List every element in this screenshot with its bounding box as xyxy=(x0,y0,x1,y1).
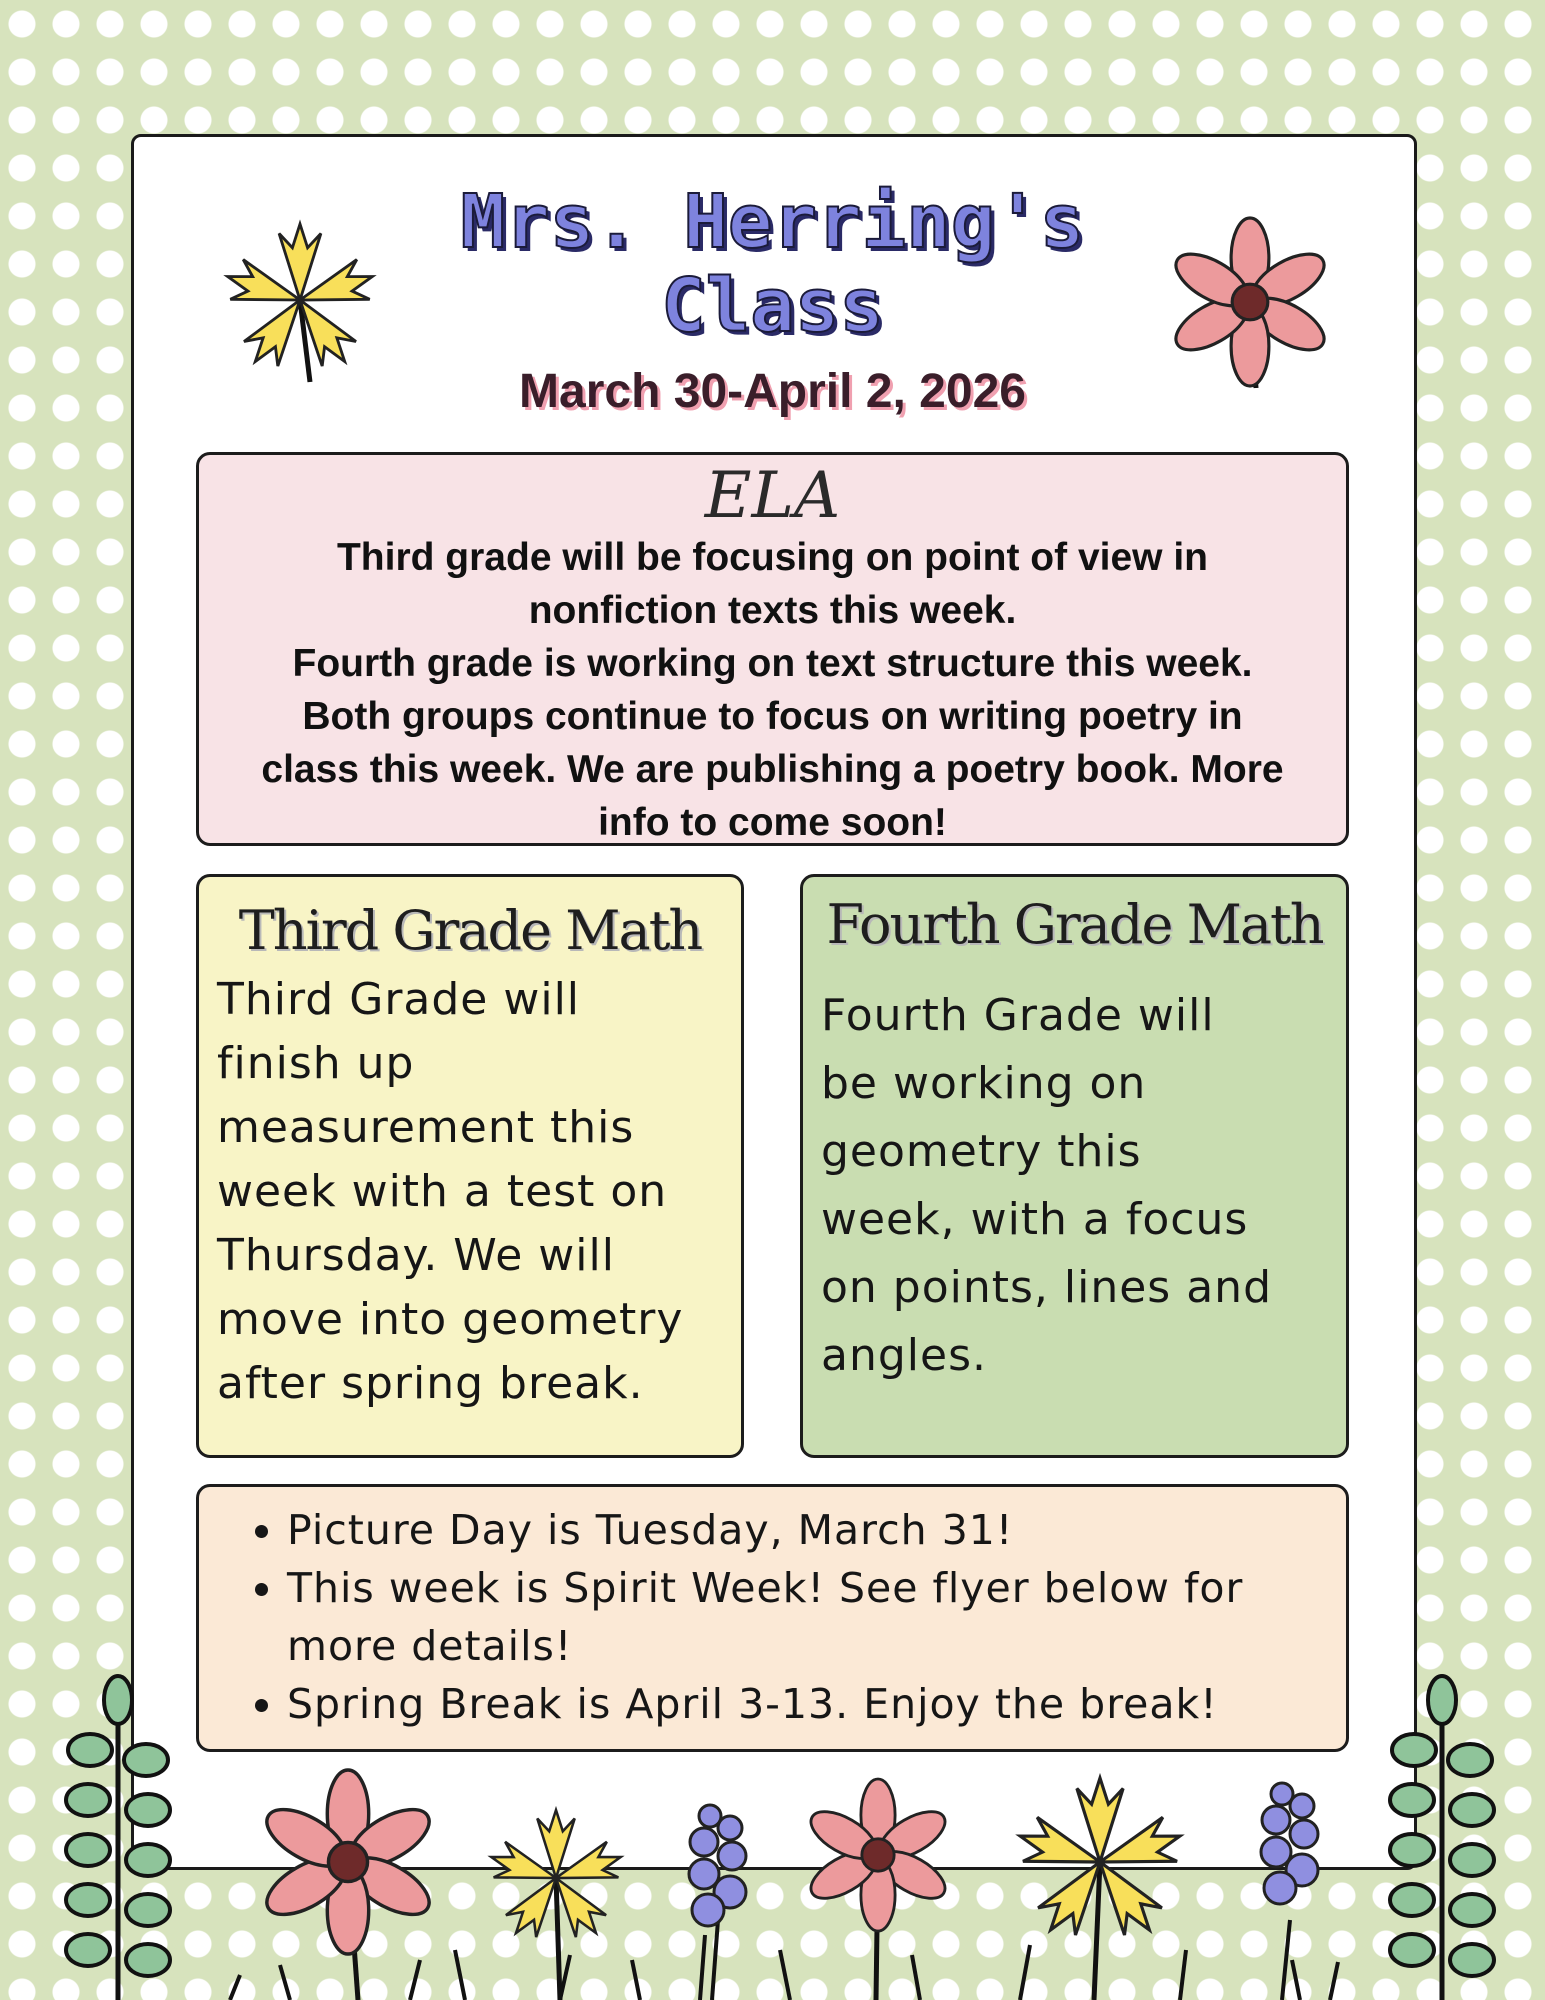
fourth-grade-math-body xyxy=(803,982,1346,1390)
third-grade-math-body xyxy=(199,968,741,1416)
date-range: March 30-April 2, 2026 xyxy=(519,365,1026,418)
third-math-line: after spring break. xyxy=(217,1358,644,1409)
third-math-line: move into geometry xyxy=(217,1294,684,1345)
ela-line: info to come soon! xyxy=(598,801,947,844)
fourth-math-line: week, with a focus xyxy=(821,1194,1249,1245)
yellow-flower-icon xyxy=(486,1810,627,2000)
fourth-math-line: be working on xyxy=(821,1058,1147,1109)
page-title xyxy=(380,180,1165,348)
ela-section xyxy=(196,452,1349,846)
title-line-2: Class xyxy=(661,263,884,349)
ela-line: Third grade will be focusing on point of view in xyxy=(336,536,1208,579)
announcement-item: • Spring Break is April 3-13. Enjoy the break! xyxy=(287,1675,1346,1733)
announcement-item: • This week is Spirit Week! See flyer below for more details! xyxy=(287,1559,1346,1675)
third-math-line: measurement this xyxy=(217,1102,635,1153)
announcements-section xyxy=(196,1484,1349,1752)
ela-line: nonfiction texts this week. xyxy=(528,589,1017,632)
announcement-item: • Picture Day is Tuesday, March 31! xyxy=(287,1501,1346,1559)
third-math-line: Third Grade will xyxy=(217,974,581,1025)
fourth-math-line: on points, lines and xyxy=(821,1262,1272,1313)
title-line-1: Mrs. Herring's xyxy=(460,179,1085,265)
third-grade-math-section xyxy=(196,874,744,1458)
announcements-list xyxy=(199,1501,1346,1733)
fourth-math-line: angles. xyxy=(821,1330,987,1381)
grass-icon xyxy=(230,1935,1338,2000)
purple-berry-flower-icon xyxy=(689,1805,746,2000)
fourth-math-line: Fourth Grade will xyxy=(821,990,1215,1041)
yellow-flower-icon xyxy=(1013,1778,1187,2000)
ela-line: Both groups continue to focus on writing poetry in xyxy=(302,695,1243,738)
yellow-flower-icon xyxy=(221,224,378,382)
third-math-line: finish up xyxy=(217,1038,415,1089)
leafy-stem-icon xyxy=(1390,1676,1494,2000)
ela-line: Fourth grade is working on text structure this week. xyxy=(292,642,1253,685)
ela-heading: ELA xyxy=(704,459,841,533)
fourth-grade-math-heading: Fourth Grade Math xyxy=(826,893,1323,956)
ela-line: class this week. We are publishing a poetry book. More xyxy=(261,748,1284,791)
leafy-stem-icon xyxy=(66,1676,170,2000)
third-math-line: Thursday. We will xyxy=(217,1230,615,1281)
pink-flower-icon xyxy=(258,1770,438,2000)
pink-flower-icon xyxy=(804,1779,953,2000)
purple-berry-flower-icon xyxy=(1261,1783,1318,2000)
third-grade-math-heading: Third Grade Math xyxy=(238,899,702,962)
pink-flower-icon xyxy=(1168,218,1332,388)
fourth-math-line: geometry this xyxy=(821,1126,1142,1177)
fourth-grade-math-section xyxy=(800,874,1349,1458)
ela-body xyxy=(199,531,1346,849)
third-math-line: week with a test on xyxy=(217,1166,668,1217)
